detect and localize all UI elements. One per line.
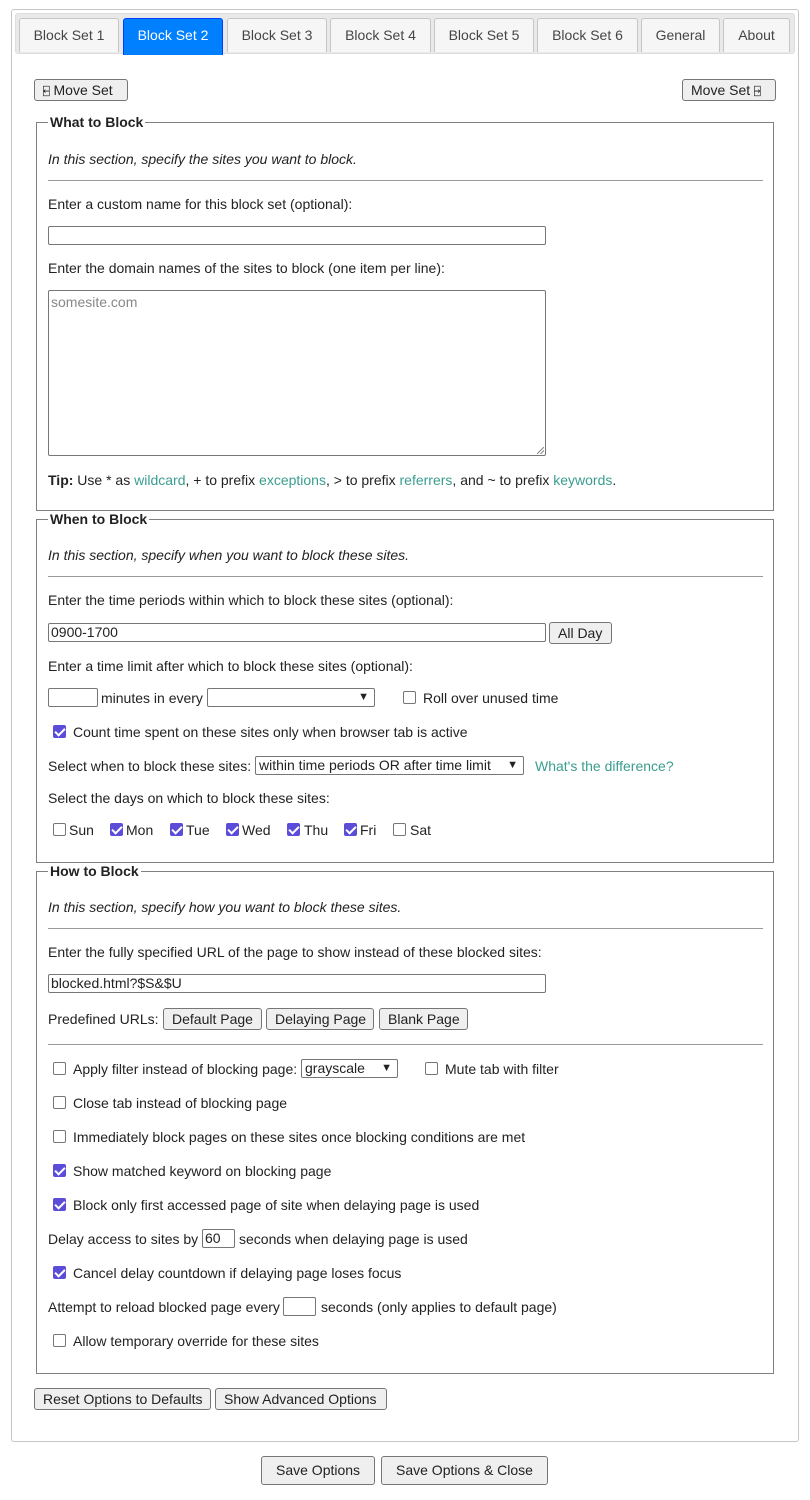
move-set-left-button[interactable] [34, 79, 128, 101]
minutes-in-every-label: minutes in every [101, 690, 203, 706]
delay-seconds-input[interactable]: 60 [202, 1229, 235, 1248]
when-intro: In this section, specify when you want to block these sites. [48, 547, 410, 563]
tab-block-set-5[interactable]: Block Set 5 [434, 18, 534, 52]
blank-page-button[interactable]: Blank Page [379, 1008, 468, 1030]
blocking-url-label: Enter the fully specified URL of the page to show instead of these blocked sites: [48, 944, 542, 960]
move-right-icon: ⍈ [754, 85, 761, 98]
reload-seconds-input[interactable] [283, 1297, 316, 1316]
select-when-value: within time periods OR after time limit [259, 757, 491, 773]
select-when-dropdown[interactable] [255, 756, 524, 775]
delaying-page-button[interactable]: Delaying Page [266, 1008, 374, 1030]
tip-label: Tip: [48, 472, 74, 488]
divider [48, 180, 763, 181]
tip-part: . [612, 472, 617, 488]
show-keyword-label: Show matched keyword on blocking page [73, 1163, 332, 1179]
day-tue-checkbox[interactable] [170, 823, 183, 836]
tab-about[interactable]: About [723, 18, 790, 52]
day-mon-label: Mon [126, 822, 154, 838]
keywords-link[interactable]: keywords [553, 472, 613, 488]
rollover-label: Roll over unused time [423, 690, 559, 706]
save-options-button[interactable]: Save Options [261, 1456, 375, 1485]
chevron-down-icon: ▼ [507, 759, 518, 771]
how-intro: In this section, specify how you want to block these sites. [48, 899, 402, 915]
how-to-block-legend: How to Block [50, 863, 139, 879]
time-limit-label: Enter a time limit after which to block these sites (optional): [48, 658, 413, 674]
mute-tab-checkbox[interactable] [425, 1062, 438, 1075]
what-to-block-legend: What to Block [50, 114, 144, 130]
close-tab-checkbox[interactable] [53, 1096, 66, 1109]
when-to-block-legend: When to Block [50, 511, 148, 527]
show-keyword-checkbox[interactable] [53, 1164, 66, 1177]
apply-filter-label: Apply filter instead of blocking page: [73, 1061, 298, 1077]
day-sat-label: Sat [410, 822, 432, 838]
day-sun-label: Sun [69, 822, 94, 838]
tab-block-set-2[interactable]: Block Set 2 [123, 18, 223, 55]
divider [48, 928, 763, 929]
day-mon-checkbox[interactable] [110, 823, 123, 836]
override-label: Allow temporary override for these sites [73, 1333, 319, 1349]
day-wed-label: Wed [242, 822, 271, 838]
tab-block-set-3[interactable]: Block Set 3 [227, 18, 327, 52]
wildcard-link[interactable]: wildcard [134, 472, 186, 488]
blocking-url-input[interactable]: blocked.html?$S&$U [48, 974, 546, 993]
domains-textarea[interactable] [48, 290, 546, 456]
minutes-input[interactable] [48, 688, 98, 707]
day-sun-checkbox[interactable] [53, 823, 66, 836]
day-sat-checkbox[interactable] [393, 823, 406, 836]
custom-name-input[interactable] [48, 226, 546, 245]
whats-the-difference-link[interactable]: What's the difference? [535, 758, 674, 774]
domains-label: Enter the domain names of the sites to block (one item per line): [48, 260, 445, 276]
rollover-checkbox[interactable] [403, 691, 416, 704]
divider [48, 1044, 763, 1045]
tip-part: Use [73, 472, 107, 488]
all-day-button[interactable]: All Day [549, 622, 612, 644]
reload-prefix-label: Attempt to reload blocked page every [48, 1299, 280, 1315]
referrers-link[interactable]: referrers [399, 472, 453, 488]
every-period-select[interactable] [207, 688, 375, 707]
immediately-block-label: Immediately block pages on these sites once blocking conditions are met [73, 1129, 526, 1145]
when-to-block-section [36, 511, 774, 863]
domains-placeholder: somesite.com [51, 294, 138, 310]
tab-block-set-1[interactable]: Block Set 1 [19, 18, 119, 52]
tip-part: as [111, 472, 135, 488]
day-fri-checkbox[interactable] [344, 823, 357, 836]
select-when-label: Select when to block these sites: [48, 758, 252, 774]
time-periods-input[interactable]: 0900-1700 [48, 623, 546, 642]
move-set-left-label: Move Set [53, 82, 113, 98]
tab-bar [15, 13, 795, 54]
day-thu-checkbox[interactable] [287, 823, 300, 836]
move-left-icon: ⍇ [43, 85, 50, 98]
tab-block-set-6[interactable]: Block Set 6 [537, 18, 638, 52]
first-page-label: Block only first accessed page of site when delaying page is used [73, 1197, 480, 1213]
reload-suffix-label: seconds (only applies to default page) [321, 1299, 557, 1315]
cancel-delay-label: Cancel delay countdown if delaying page loses focus [73, 1265, 402, 1281]
override-checkbox[interactable] [53, 1334, 66, 1347]
tip-part: , and ~ to prefix [452, 472, 554, 488]
tip-part: , + to prefix [185, 472, 260, 488]
tip-star: * [106, 472, 112, 488]
move-set-right-label: Move Set [691, 82, 751, 98]
move-set-right-button[interactable] [682, 79, 776, 101]
first-page-checkbox[interactable] [53, 1198, 66, 1211]
filter-value: grayscale [305, 1060, 365, 1076]
day-tue-label: Tue [186, 822, 210, 838]
day-wed-checkbox[interactable] [226, 823, 239, 836]
exceptions-link[interactable]: exceptions [259, 472, 326, 488]
chevron-down-icon: ▼ [381, 1062, 392, 1074]
delay-prefix-label: Delay access to sites by [48, 1231, 199, 1247]
delay-suffix-label: seconds when delaying page is used [239, 1231, 468, 1247]
custom-name-label: Enter a custom name for this block set (optional): [48, 196, 353, 212]
default-page-button[interactable]: Default Page [163, 1008, 262, 1030]
day-fri-label: Fri [360, 822, 377, 838]
time-periods-label: Enter the time periods within which to block these sites (optional): [48, 592, 454, 608]
day-thu-label: Thu [304, 822, 329, 838]
predefined-urls-label: Predefined URLs: [48, 1011, 159, 1027]
apply-filter-checkbox[interactable] [53, 1062, 66, 1075]
close-tab-label: Close tab instead of blocking page [73, 1095, 288, 1111]
tip-part: , > to prefix [325, 472, 400, 488]
cancel-delay-checkbox[interactable] [53, 1266, 66, 1279]
how-to-block-section [36, 863, 774, 1374]
days-label: Select the days on which to block these sites: [48, 790, 330, 806]
reset-options-button[interactable]: Reset Options to Defaults [34, 1388, 211, 1410]
count-active-label: Count time spent on these sites only when browser tab is active [73, 724, 468, 740]
divider [48, 576, 763, 577]
tab-block-set-4[interactable]: Block Set 4 [330, 18, 431, 52]
tab-general[interactable]: General [641, 18, 720, 52]
what-intro: In this section, specify the sites you want to block. [48, 151, 357, 167]
count-active-checkbox[interactable] [53, 725, 66, 738]
resize-handle-icon[interactable] [537, 447, 544, 454]
save-options-close-button[interactable]: Save Options & Close [381, 1456, 548, 1485]
filter-select[interactable] [301, 1059, 398, 1078]
chevron-down-icon: ▼ [358, 691, 369, 703]
tip-text [48, 472, 616, 488]
immediately-block-checkbox[interactable] [53, 1130, 66, 1143]
show-advanced-options-button[interactable]: Show Advanced Options [215, 1388, 387, 1410]
what-to-block-section [36, 114, 774, 511]
mute-tab-label: Mute tab with filter [445, 1061, 559, 1077]
